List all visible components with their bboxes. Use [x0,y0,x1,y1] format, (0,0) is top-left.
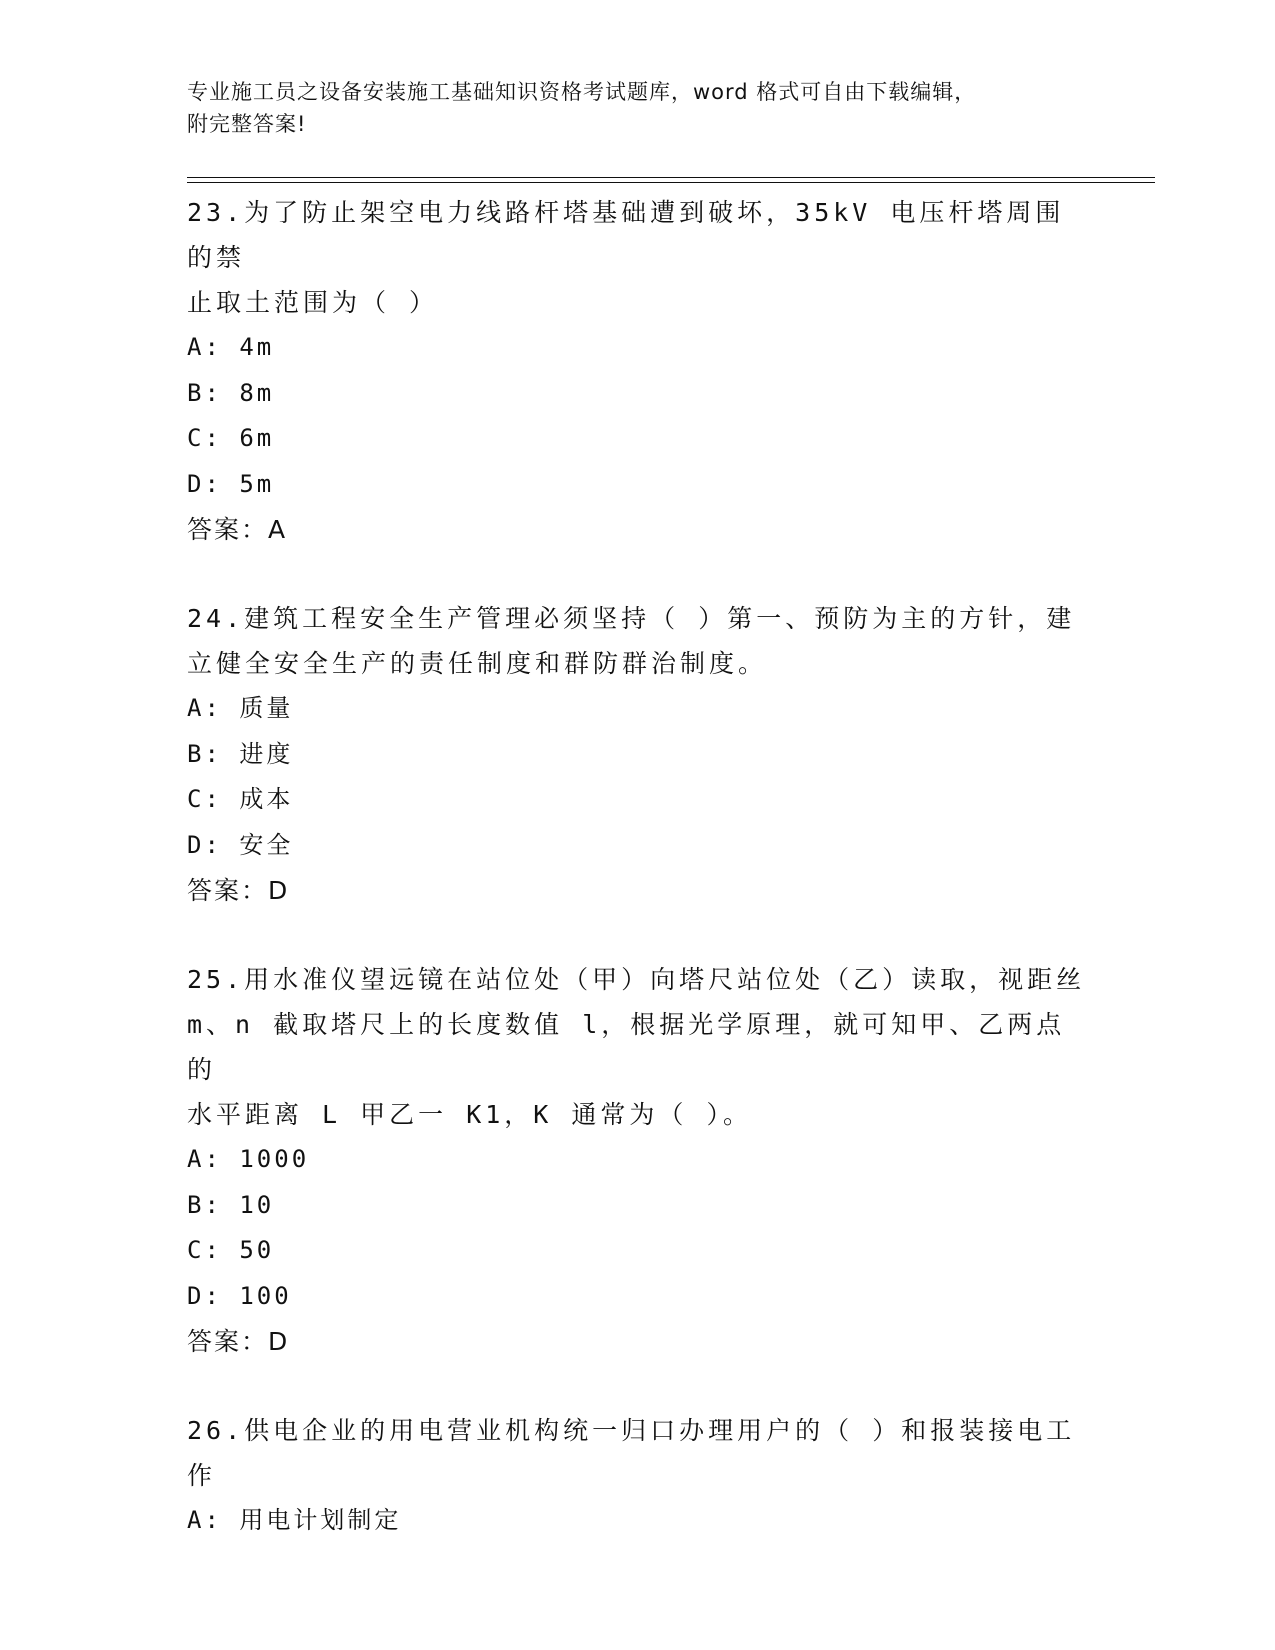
option-c: C: 成本 [187,785,294,813]
question-stem-line: 24.建筑工程安全生产管理必须坚持（ ）第一、预防为主的方针，建 [187,604,1076,633]
question-list [187,190,1087,1588]
header-line-2: 附完整答案! [187,112,307,136]
document-header [187,76,1067,140]
option-a: A: 4m [187,333,275,361]
option-c: C: 50 [187,1236,275,1264]
option-d: D: 安全 [187,830,294,859]
header-divider-top [187,177,1155,178]
option-c: C: 6m [187,424,275,452]
option-d: D: 5m [187,469,275,498]
option-a: A: 1000 [187,1145,310,1173]
question-stem-line: 止取土范围为（ ） [187,288,439,317]
option-b: B: 进度 [187,739,294,768]
question-23 [187,190,1087,552]
question-stem-line: 立健全安全生产的责任制度和群防群治制度。 [187,649,768,678]
option-d: D: 100 [187,1281,292,1310]
question-stem-line: 作 [187,1461,217,1490]
option-b: B: 8m [187,378,275,407]
header-divider-bottom [187,182,1155,183]
question-25 [187,957,1087,1364]
question-26 [187,1408,1087,1544]
option-a: A: 质量 [187,694,294,722]
option-b: B: 10 [187,1190,275,1219]
question-stem-line: m、n 截取塔尺上的长度数值 l，根据光学原理，就可知甲、乙两点的 [187,1010,1066,1084]
answer-line: 答案：D [187,876,290,905]
question-24 [187,596,1087,913]
answer-line: 答案：D [187,1327,290,1356]
question-stem-line: 25.用水准仪望远镜在站位处（甲）向塔尺站位处（乙）读取，视距丝 [187,965,1086,994]
question-stem-line: 水平距离 L 甲乙一 K1，K 通常为（ ）。 [187,1100,752,1129]
question-stem-line: 23.为了防止架空电力线路杆塔基础遭到破坏，35kV 电压杆塔周围的禁 [187,198,1065,272]
answer-line: 答案：A [187,515,288,544]
question-stem-line: 26.供电企业的用电营业机构统一归口办理用户的（ ）和报装接电工 [187,1416,1076,1445]
option-a: A: 用电计划制定 [187,1506,402,1534]
header-line-1: 专业施工员之设备安装施工基础知识资格考试题库，word 格式可自由下载编辑， [187,80,977,104]
